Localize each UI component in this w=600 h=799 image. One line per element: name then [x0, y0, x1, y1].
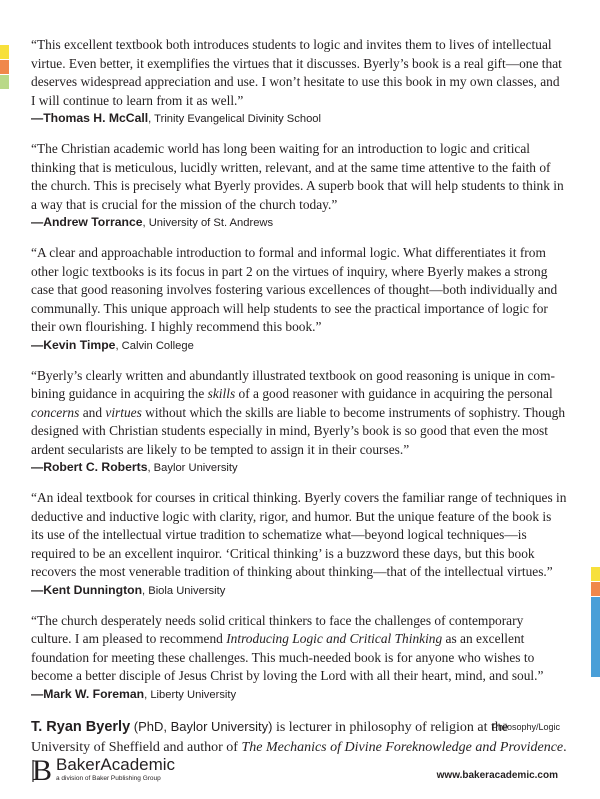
endorser-affiliation: , Liberty University — [144, 688, 237, 701]
baker-logo-icon — [31, 756, 53, 786]
quote-text: “An ideal textbook for courses in critical thinking. Byerly covers the familiar range of techniques in deductive and inductive logic with clarity, rigor, and humor. But the unique feature of the book is its use of the intellectual virtue tradition to schematize what—beyond logical techniques—is required to be an excellent inquiror. ‘Critical thinking’ is a buzzword these days, but this book recovers the most venerable tradition of thinking about thinking—that of the intellectual virtues.” — [31, 490, 567, 579]
quote-text: “The church desperately needs solid critical thinkers to face the challenges of contemporary culture. I am pleased to recommend — [31, 612, 524, 646]
endorser-affiliation: , Calvin College — [115, 339, 194, 352]
endorser-affiliation: , Baylor University — [147, 462, 238, 474]
endorser-affiliation: , Trinity Evangelical Divinity School — [148, 113, 322, 125]
endorsement — [31, 367, 567, 477]
endorser-name: —Mark W. Foreman — [31, 686, 145, 701]
svg-text:B: B — [32, 756, 53, 786]
quote-italic-text: Introducing Logic and Critical Thinking — [226, 631, 443, 646]
endorsement — [31, 36, 567, 127]
endorser-name: —Thomas H. McCall — [31, 111, 149, 125]
endorsement-quote — [31, 140, 567, 214]
endorsement-attribution — [31, 111, 567, 127]
color-strip-yellow — [0, 45, 9, 59]
endorser-affiliation: , University of St. Andrews — [142, 217, 274, 229]
endorsement-quote — [31, 36, 567, 110]
quote-text: “A clear and approachable introduction to formal and informal logic. What differentiates it from other logic textbooks is its focus in part 2 on the virtues of inquiry, where Byerly makes a strong case that good reasoning involves fostering various excellences of thought—both individually and communally. This unique approach will help students to see the practical importance of logic for their own flourishing. I highly recommend this book.” — [31, 245, 558, 334]
endorser-name: —Kevin Timpe — [31, 337, 116, 352]
endorser-name: —Robert C. Roberts — [31, 460, 148, 474]
category-label: Philosophy/Logic — [491, 722, 560, 732]
author-book-title: The Mechanics of Divine Foreknowledge and Providence — [241, 739, 564, 755]
color-strip-right-orange — [591, 582, 600, 596]
publisher-subtitle: a division of Baker Publishing Group — [56, 775, 161, 782]
color-strip-orange — [0, 60, 9, 74]
back-cover-content — [31, 36, 567, 758]
endorsement-attribution — [31, 215, 567, 231]
quote-text: “This excellent textbook both introduces students to logic and invites them to lives of intellectual virtue. Even better, it exemplifies the virtues that it discusses. Byerly’s book is a real gift—one that deserves widespread appreciation and use. I won’t hesitate to use this book in my own classes, and I will continue to learn from it as well.” — [31, 37, 562, 108]
publisher-name: BakerAcademic — [56, 755, 176, 774]
quote-text: “The Christian academic world has long been waiting for an introduction to logic and critical thinking that is meticulous, lucidly written, relevant, and at the same time attentive to the faith of the church. This is precisely what Byerly provides. A superb book that will help students to think in a way that is crucial for the mission of the church today.” — [31, 141, 564, 212]
publisher-logo — [31, 756, 175, 786]
quote-text: and — [79, 404, 106, 420]
endorsement-attribution — [31, 338, 567, 354]
endorser-name: —Kent Dunnington — [31, 582, 143, 597]
quote-italic-text: skills — [207, 386, 236, 401]
endorsement — [31, 140, 567, 231]
endorsement — [31, 489, 567, 599]
publisher-website: www.bakeracademic.com — [436, 770, 558, 781]
author-bio — [31, 717, 567, 758]
endorsement-attribution — [31, 583, 567, 599]
author-credentials: (PhD, Baylor University) — [130, 718, 273, 734]
quote-italic-text: virtues — [105, 404, 142, 420]
color-strip-right-yellow — [591, 567, 600, 581]
quote-text: “Byerly’s clearly written and abundantly illustrated textbook on good reasoning is unique in combining guidance in acquiring the — [31, 367, 555, 401]
quote-text: as an excellent foundation for meeting these challenges. This much-needed book is for anyone who wishes to become a better disciple of Jesus Christ by loving the Lord with all their heart, mind, and soul.” — [31, 631, 544, 683]
color-strip-green — [0, 75, 9, 89]
author-bio-text: is lecturer in philosophy of religion at the University of Sheffield and author of — [31, 719, 509, 755]
author-bio-end: . — [563, 739, 567, 755]
author-name: T. Ryan Byerly — [31, 718, 131, 735]
quote-italic-text: concerns — [31, 404, 80, 420]
endorser-affiliation: , Biola University — [142, 584, 226, 597]
color-strip-right-blue — [591, 597, 600, 677]
endorsement-quote — [31, 244, 567, 337]
quote-text: without which the skills are liable to become instruments of sophistry. Though designed with Christian students especially in mind, Byerly’s book is so good that even the most ardent secularists are likely to be tempted to assign it in their courses.” — [31, 404, 566, 457]
quote-text: of a good reasoner with guidance in acquiring the personal — [235, 386, 553, 401]
endorsement-attribution — [31, 460, 567, 476]
endorsement-attribution — [31, 687, 567, 703]
endorsement-quote — [31, 489, 567, 582]
endorsement-quote — [31, 367, 567, 460]
endorsement-quote — [31, 612, 567, 686]
endorsements-list — [31, 36, 567, 703]
endorsement — [31, 244, 567, 354]
endorsement — [31, 612, 567, 703]
endorser-name: —Andrew Torrance — [31, 215, 143, 229]
